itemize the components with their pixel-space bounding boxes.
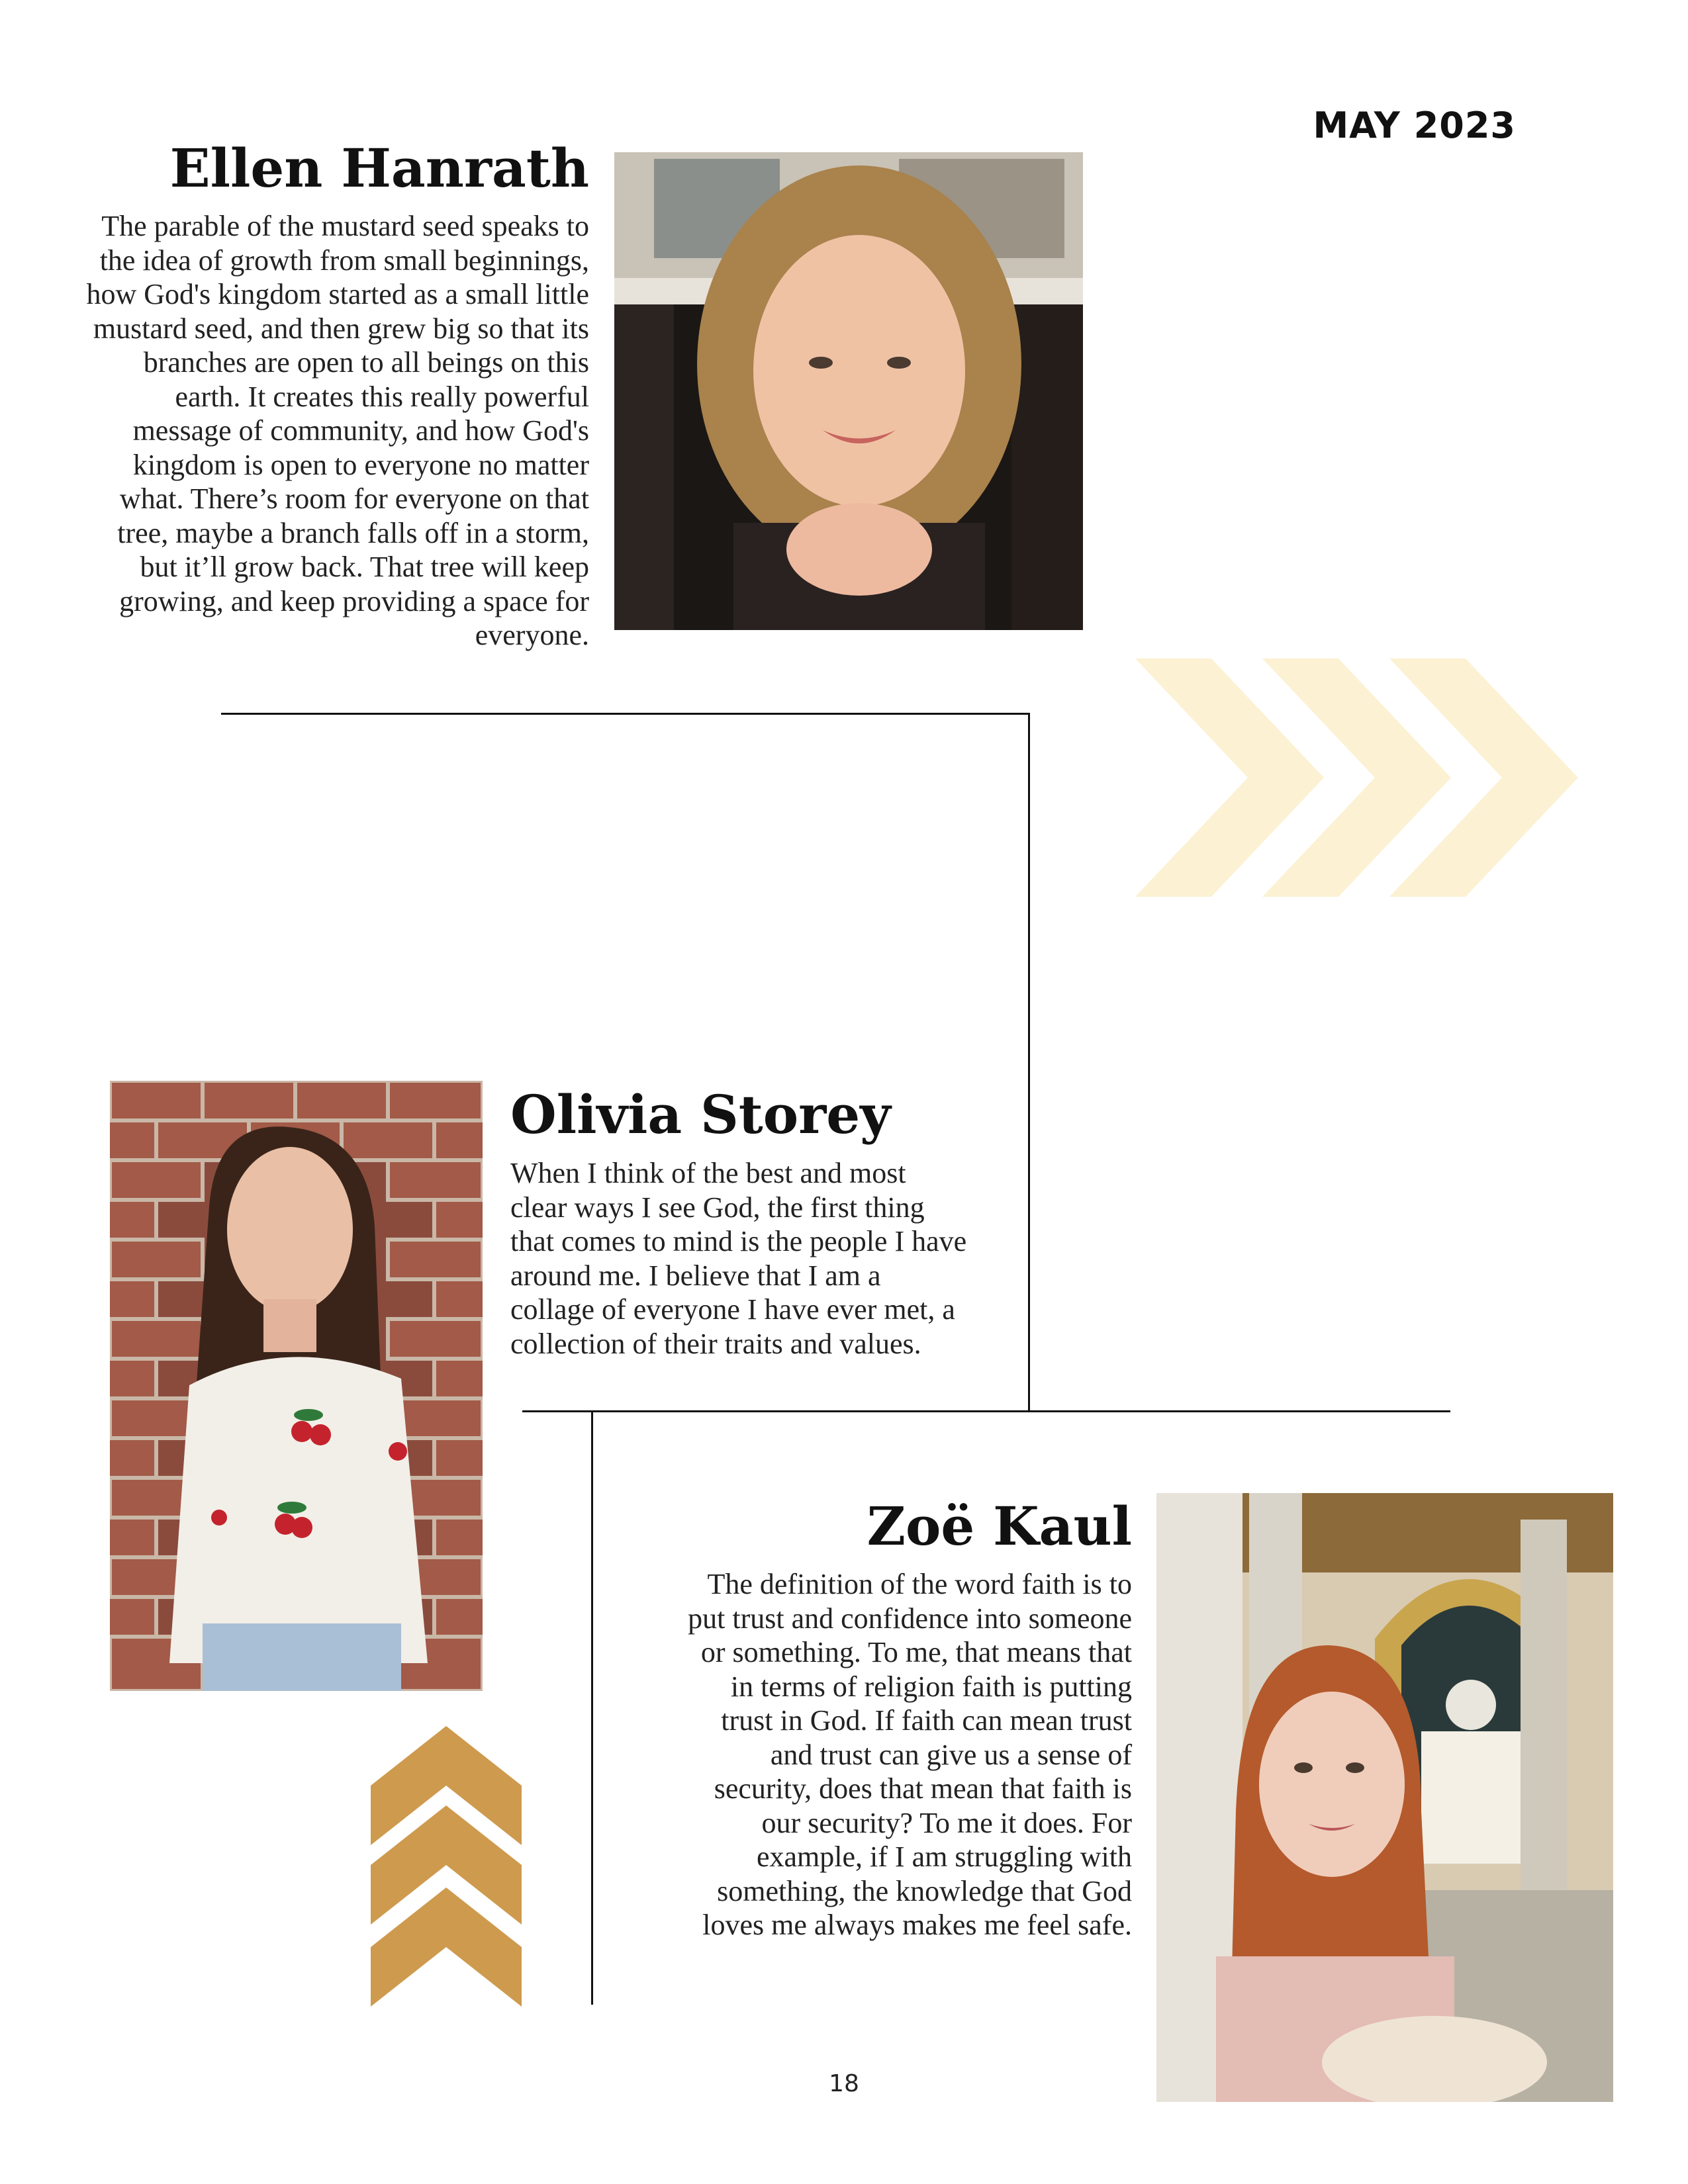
photo-zoe-kaul	[1156, 1493, 1613, 2102]
profile-text-ellen: The parable of the mustard seed speaks to the idea of growth from small beginnings, how God's kingdom started as a small little mustard seed, and then grew big so that its branches are open to all beings on this earth. It creates this really powerful message of community, and how God's kingdom is open to everyone no matter what. There’s room for everyone on that tree, maybe a branch falls off in a storm, but it’ll grow back. That tree will keep growing, and keep providing a space for everyone.	[86, 210, 589, 651]
divider-vertical-bottom	[591, 1410, 593, 2005]
chevron-right-shape-1	[1135, 659, 1324, 897]
profile-name-olivia: Olivia Storey	[510, 1083, 891, 1146]
chevron-right-decor-icon	[1135, 659, 1579, 897]
profile-text-zoe: The definition of the word faith is to put trust and confidence into someone or something. To me, that means that in terms of religion faith is putting trust in God. If faith can mean trust and trust can give us a sense of security, does that mean that faith is our security? To me it does. For example, if I am struggling with something, the knowledge that God loves me always makes me feel safe.	[688, 1568, 1132, 1941]
profile-name-ellen: Ellen Hanrath	[169, 137, 589, 199]
divider-horizontal-top	[221, 713, 1030, 715]
profile-name-zoe: Zoë Kaul	[867, 1495, 1132, 1557]
profile-text-olivia: When I think of the best and most clear ways I see God, the first thing that comes to mind is the people I have around me. I believe that I am a collage of everyone I have ever met, a collection of their traits and values.	[510, 1157, 967, 1360]
photo-ellen-hanrath	[614, 152, 1083, 630]
page-number: 18	[829, 2070, 859, 2097]
photo-olivia-storey	[110, 1081, 483, 1691]
chevron-up-decor-icon	[371, 1726, 522, 2007]
divider-vertical-middle	[1028, 713, 1030, 1412]
divider-horizontal-bottom	[522, 1410, 1450, 1412]
issue-date: MAY 2023	[1313, 105, 1516, 146]
